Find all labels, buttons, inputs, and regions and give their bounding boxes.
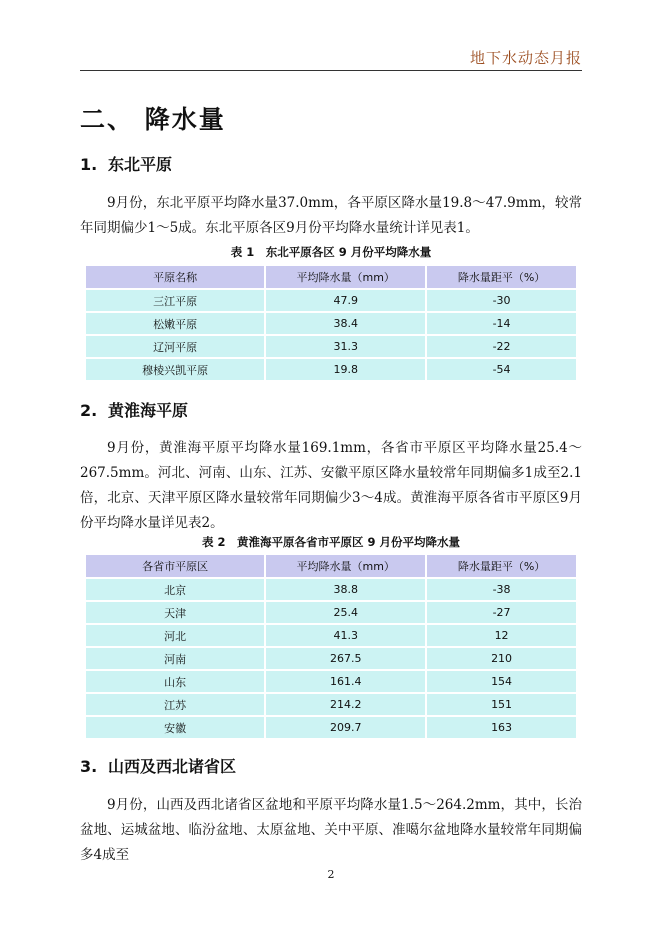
page-number: 2 [327, 868, 335, 881]
subsection-heading-1 [80, 152, 172, 175]
subsection-title: 山西及西北诸省区 [108, 757, 237, 776]
column-header: 平均降水量（mm） [265, 266, 426, 289]
table-row [86, 716, 576, 739]
table-cell: 154 [426, 670, 576, 693]
table-cell: -27 [426, 601, 576, 624]
column-header: 平原名称 [86, 266, 265, 289]
paragraph-2: 9月份，黄淮海平原平均降水量169.1mm，各省市平原区平均降水量25.4～267.5mm。河北、河南、山东、江苏、安徽平原区降水量较常年同期偏多1成至2.1倍，北京、天津平原区降水量较常年同期偏少3～4成。黄淮海平原各省市平原区9月份平均降水量详见表2。 [80, 440, 582, 531]
table-header-row [86, 555, 576, 578]
table-cell: 19.8 [265, 358, 426, 381]
paragraph-3: 9月份，山西及西北诸省区盆地和平原平均降水量1.5～264.2mm，其中，长治盆地、运城盆地、临汾盆地、太原盆地、关中平原、准噶尔盆地降水量较常年同期偏多4成至 [80, 797, 582, 863]
table-cell: 安徽 [86, 716, 265, 739]
table-cell: 210 [426, 647, 576, 670]
subsection-title: 黄淮海平原 [108, 401, 189, 420]
table-cell: -14 [426, 312, 576, 335]
paragraph-1: 9月份，东北平原平均降水量37.0mm，各平原区降水量19.8～47.9mm，较常年同期偏少1～5成。东北平原各区9月份平均降水量统计详见表1。 [80, 195, 582, 236]
subsection-number: 3. [80, 757, 98, 776]
table-cell: 38.8 [265, 578, 426, 601]
table-cell: 12 [426, 624, 576, 647]
table-row [86, 693, 576, 716]
table-cell: 161.4 [265, 670, 426, 693]
table-row [86, 358, 576, 381]
table-row [86, 624, 576, 647]
column-header: 各省市平原区 [86, 555, 265, 578]
table-cell: 天津 [86, 601, 265, 624]
table-row [86, 601, 576, 624]
subsection-title: 东北平原 [108, 155, 173, 174]
table-cell: 163 [426, 716, 576, 739]
table-cell: 北京 [86, 578, 265, 601]
table-row [86, 578, 576, 601]
table-cell: -22 [426, 335, 576, 358]
table-cell: 31.3 [265, 335, 426, 358]
table-2-caption: 表 2 黄淮海平原各省市平原区 9 月份平均降水量 [201, 535, 460, 549]
table-cell: 41.3 [265, 624, 426, 647]
table-cell: 山东 [86, 670, 265, 693]
table-header-row [86, 266, 576, 289]
table-cell: -30 [426, 289, 576, 312]
table-cell: 江苏 [86, 693, 265, 716]
table-1-caption: 表 1 东北平原各区 9 月份平均降水量 [230, 245, 432, 259]
table-cell: 209.7 [265, 716, 426, 739]
table-row [86, 647, 576, 670]
table-cell: 267.5 [265, 647, 426, 670]
table-cell: 辽河平原 [86, 335, 265, 358]
table-cell: 25.4 [265, 601, 426, 624]
table-row [86, 312, 576, 335]
report-header-title: 地下水动态月报 [469, 49, 582, 67]
header-divider [80, 70, 582, 71]
table-cell: 38.4 [265, 312, 426, 335]
table-cell: 松嫩平原 [86, 312, 265, 335]
table-row [86, 335, 576, 358]
table-cell: 151 [426, 693, 576, 716]
section-title: 二、 降水量 [80, 105, 226, 134]
subsection-heading-3 [80, 754, 236, 777]
table-2 [86, 555, 576, 740]
subsection-number: 2. [80, 401, 98, 420]
table-cell: 三江平原 [86, 289, 265, 312]
table-cell: -54 [426, 358, 576, 381]
table-cell: 穆棱兴凯平原 [86, 358, 265, 381]
table-row [86, 670, 576, 693]
subsection-number: 1. [80, 155, 98, 174]
subsection-heading-2 [80, 398, 188, 421]
column-header: 降水量距平（%） [426, 266, 576, 289]
table-cell: 214.2 [265, 693, 426, 716]
table-row [86, 289, 576, 312]
table-cell: 河南 [86, 647, 265, 670]
column-header: 平均降水量（mm） [265, 555, 426, 578]
table-cell: 河北 [86, 624, 265, 647]
column-header: 降水量距平（%） [426, 555, 576, 578]
table-cell: 47.9 [265, 289, 426, 312]
table-cell: -38 [426, 578, 576, 601]
table-1 [86, 266, 576, 382]
